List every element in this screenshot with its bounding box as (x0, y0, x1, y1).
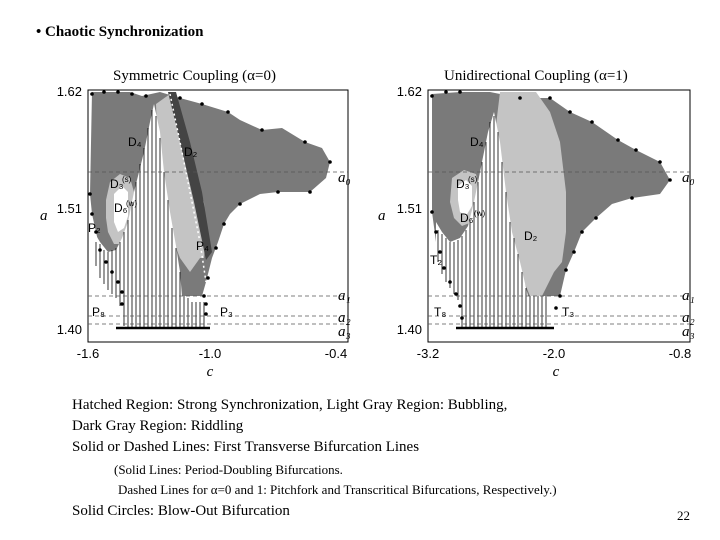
panel-2-label-t3: T₃ (562, 305, 575, 319)
panel-2-xtick-left: -3.2 (416, 346, 440, 361)
panel-1-label-d4: D₄ (128, 135, 142, 149)
panel-2-xtick-mid: -2.0 (542, 346, 566, 361)
panel-2-label-t2: T₂ (430, 253, 442, 267)
panel-1-label-p2: P₂ (88, 221, 101, 235)
panel-1-label-p4: P₄ (196, 239, 209, 253)
panel-2-ytick-mid: 1.51 (396, 201, 422, 216)
caption-line-1: Hatched Region: Strong Synchronization, Light Gray Region: Bubbling, (72, 397, 508, 413)
panel-1-y-axis-label: a (40, 208, 48, 224)
caption-line-3: Solid or Dashed Lines: First Transverse Bifurcation Lines (72, 439, 420, 455)
panel-1-label-a2: a₂ (338, 310, 351, 326)
panel-2-label-d4: D₄ (470, 135, 484, 149)
panel-2-label-t8: T₈ (434, 305, 447, 319)
panel-2-ytick-top: 1.62 (396, 84, 422, 99)
panel-2-label-d6: D₆ (460, 211, 474, 225)
slide-heading: • Chaotic Synchronization (36, 24, 204, 40)
panel-1-xtick-mid: -1.0 (198, 346, 222, 361)
panel-1-label-a0: a₀ (338, 170, 351, 186)
panel-1-title: Symmetric Coupling (α=0) (113, 68, 276, 84)
panel-1-label-s: (s) (122, 175, 132, 184)
panel-1-ytick-bottom: 1.40 (56, 322, 82, 337)
panel-1-xtick-right: -0.4 (324, 346, 348, 361)
panel-2-ytick-bottom: 1.40 (396, 322, 422, 337)
panel-1-label-p8: P₈ (92, 305, 105, 319)
panel-1-label-w: (w) (126, 199, 138, 208)
caption-note-1: (Solid Lines: Period-Doubling Bifurcations. (114, 462, 343, 477)
panel-1-label-d2: D₂ (184, 145, 198, 159)
panel-2-label-s: (s) (468, 175, 478, 184)
panel-2-xtick-right: -0.8 (668, 346, 692, 361)
panel-1-label-d3: D₃ (110, 177, 124, 191)
caption-line-2: Dark Gray Region: Riddling (72, 418, 244, 434)
panel-1-xtick-left: -1.6 (76, 346, 100, 361)
panel-2-label-a0: a₀ (682, 170, 695, 186)
caption-note-2: Dashed Lines for α=0 and 1: Pitchfork and Transcritical Bifurcations, Respectively.) (118, 482, 557, 497)
panel-2-title: Unidirectional Coupling (α=1) (444, 68, 628, 84)
page-number: 22 (677, 508, 690, 523)
panel-1-diagram (30, 82, 360, 382)
panel-2-label-a2: a₂ (682, 310, 695, 326)
panel-2-label-a1: a₁ (682, 288, 695, 304)
panel-1-label-p3: P₃ (220, 305, 233, 319)
panel-2-label-d2: D₂ (524, 229, 538, 243)
panel-1-label-d6: D₆ (114, 201, 128, 215)
panel-2-y-axis-label: a (378, 208, 386, 224)
panel-1-label-a1: a₁ (338, 288, 351, 304)
panel-2-label-a3: a₃ (682, 324, 695, 340)
panel-2-label-d3: D₃ (456, 177, 470, 191)
panel-2-label-w: (w) (474, 209, 486, 218)
panel-1-x-axis-label: c (206, 364, 214, 380)
panel-2-x-axis-label: c (552, 364, 560, 380)
panel-1-label-a3: a₃ (338, 324, 351, 340)
caption-line-4: Solid Circles: Blow-Out Bifurcation (72, 503, 290, 519)
panel-1-ytick-mid: 1.51 (56, 201, 82, 216)
panel-2-diagram (370, 82, 710, 382)
panel-1-ytick-top: 1.62 (56, 84, 82, 99)
